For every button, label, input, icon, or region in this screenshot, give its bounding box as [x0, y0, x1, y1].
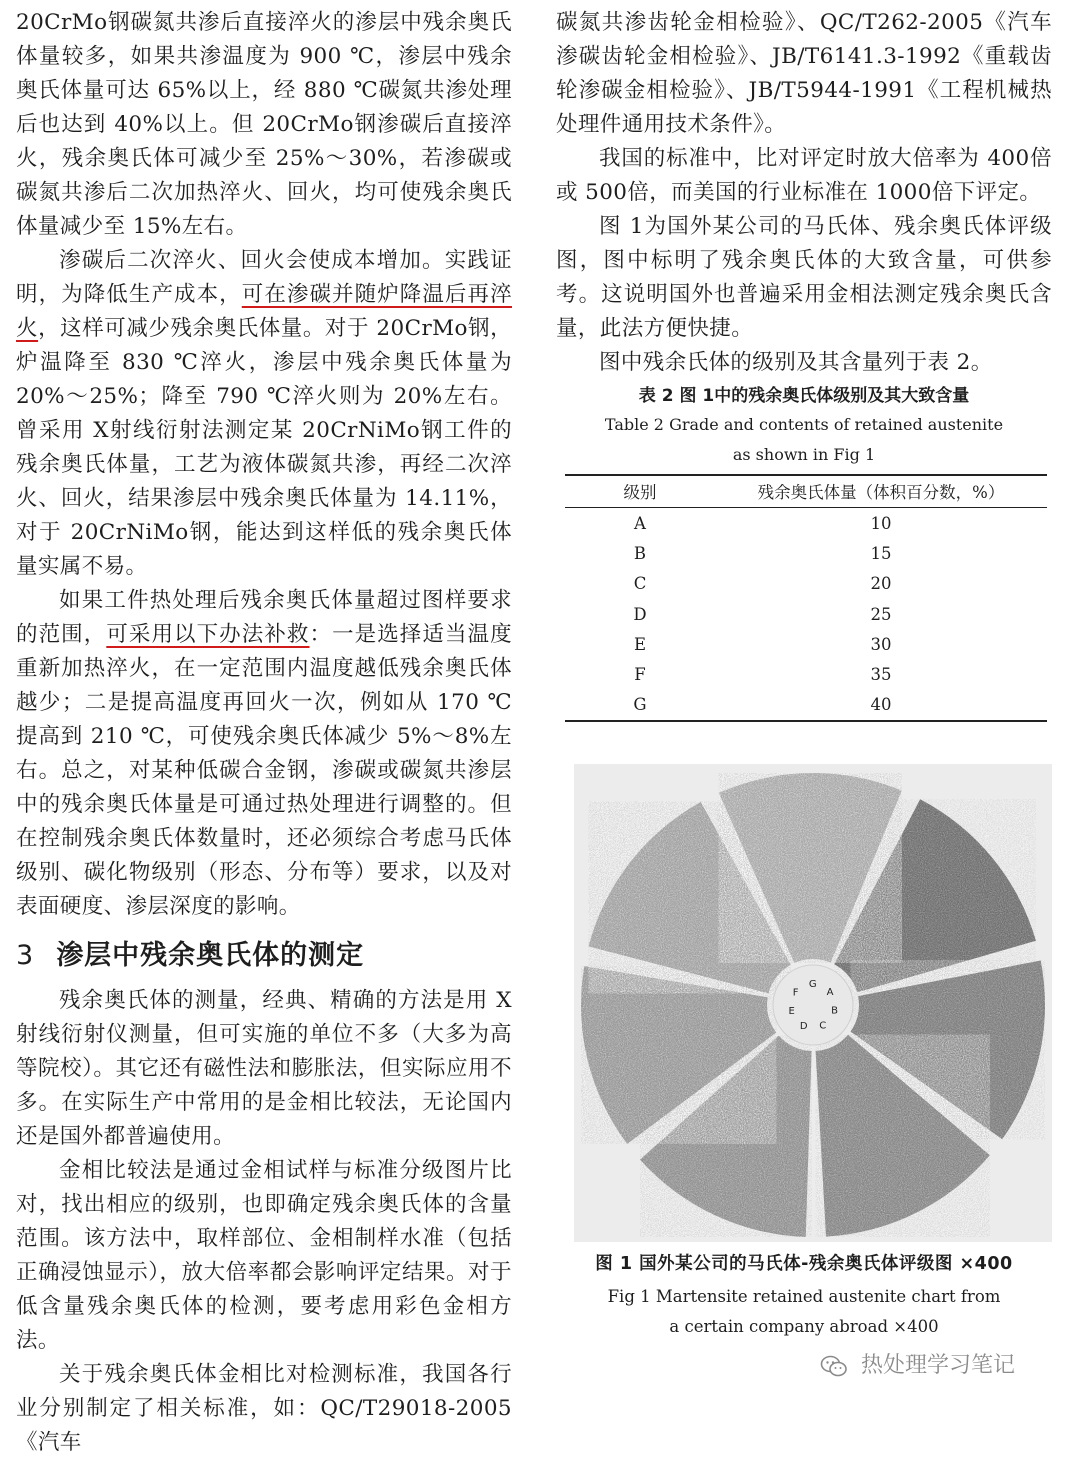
paragraph-right-4: 图中残余氏体的级别及其含量列于表 2。	[599, 350, 993, 375]
watermark	[820, 1348, 1015, 1379]
paragraph-left-3	[16, 584, 512, 924]
grade-cell: F	[634, 665, 646, 685]
grade-cell: A	[634, 513, 646, 533]
content-cell: 20	[870, 574, 892, 594]
paragraph-right-2: 我国的标准中，比对评定时放大倍率为 400倍或 500倍，而美国的行业标准在 1000倍下评定。	[556, 146, 1052, 205]
sector-label-c: C	[819, 1020, 827, 1032]
center-hub	[773, 965, 853, 1045]
table-row	[565, 690, 1047, 721]
paragraph-left-2	[16, 244, 512, 584]
paragraph-left-2-end: ，这样可减少残余奥氏体量。对于 20CrMo钢，炉温降至 830 ℃淬火，渗层中残余奥氏体量为 20%～25%；降至 790 ℃淬火则为 20%左右。曾采用 X射线衍射法测定某 20CrNiMo钢工件的残余奥氏体量，工艺为液体碳氮共渗，再经二次淬火、回火，结果渗层中残余奥氏体量为 14.11%，对于 20CrNiMo钢，能达到这样低的残余奥氏体量实属不易。	[16, 316, 513, 579]
wechat-icon	[820, 1354, 848, 1378]
table-row	[565, 599, 1047, 629]
sector-label-d: D	[799, 1020, 808, 1032]
paragraph-left-4: 残余奥氏体的测量，经典、精确的方法是用 X射线衍射仪测量，但可实施的单位不多（大多为高等院校）。其它还有磁性法和膨胀法，但实际应用不多。在实际生产中常用的是金相比较法，无论国内还是国外都普遍使用。	[16, 988, 512, 1149]
watermark-text: 热处理学习笔记	[861, 1353, 1016, 1378]
content-cell: 35	[870, 665, 892, 685]
figure-caption-en-line2: a certain company abroad ×400	[669, 1317, 939, 1336]
table-row	[565, 629, 1047, 659]
paragraph-left-6: 关于残余奥氏体金相比对检测标准，我国各行业分别制定了相关标准，如：QC/T29018-2005《汽车	[16, 1362, 512, 1455]
sector-label-a: A	[826, 987, 834, 999]
sector-label-e: E	[788, 1006, 795, 1018]
paragraph-left-5: 金相比较法是通过金相试样与标准分级图片比对，找出相应的级别，也即确定残余奥氏体的含量范围。该方法中，取样部位、金相制样水准（包括正确浸蚀显示），放大倍率都会影响评定结果。对于低含量残余奥氏体的检测，要考虑用彩色金相方法。	[16, 1158, 512, 1353]
content-cell: 25	[870, 604, 892, 624]
underlined-phrase-2: 可采用以下办法补救	[106, 622, 310, 647]
table-row	[565, 508, 1047, 539]
section-number: 3	[16, 940, 35, 971]
right-column	[556, 6, 1052, 722]
table-row	[565, 538, 1047, 568]
underlined-phrase-1: 可在渗碳并随炉降温后再淬火	[16, 282, 512, 341]
table-row	[565, 569, 1047, 599]
table-header-row	[565, 475, 1047, 508]
grade-cell: D	[633, 604, 647, 624]
grade-cell: E	[633, 634, 647, 654]
grade-cell: G	[565, 690, 715, 721]
table-header-grade: 级别	[565, 475, 715, 508]
paragraph-left-2-start: 渗碳后二次淬火、回火会使成本增加。实践证明，为降低生产成本，	[16, 248, 512, 307]
figure-caption-cn: 图 1 国外某公司的马氏体-残余奥氏体评级图 ×400	[595, 1254, 1013, 1274]
left-column	[16, 6, 512, 1460]
content-cell: 30	[870, 634, 892, 654]
grade-cell: B	[633, 543, 647, 563]
table-row	[565, 659, 1047, 689]
figure-caption-en-line1: Fig 1 Martensite retained austenite chart from	[607, 1287, 1001, 1306]
table-caption-en-line2: as shown in Fig 1	[732, 445, 876, 464]
grade-cell: C	[633, 574, 647, 594]
paragraph-left-3-end: ：一是选择适当温度重新加热淬火，在一定范围内温度越低残余奥氏体越少；二是提高温度再回火一次，例如从 170 ℃提高到 210 ℃，可使残余奥氏体减少 5%～8%左右。总之，对某种低碳合金钢，渗碳或碳氮共渗层中的残余奥氏体量是可通过热处理进行调整的。但在控制残余奥氏体数量时，还必须综合考虑马氏体级别、碳化物级别（形态、分布等）要求，以及对表面硬度、渗层深度的影响。	[16, 622, 512, 919]
content-cell: 15	[870, 543, 892, 563]
sector-label-g: G	[808, 979, 817, 991]
paragraph-left-1: 20CrMo钢碳氮共渗后直接淬火的渗层中残余奥氏体量较多，如果共渗温度为 900 ℃，渗层中残余奥氏体量可达 65%以上，经 880 ℃碳氮共渗处理后也达到 40%以上。但 20CrMo钢渗碳后直接淬火，残余奥氏体可减少至 25%～30%，若渗碳或碳氮共渗后二次加热淬火、回火，均可使残余奥氏体量减少至 15%左右。	[16, 10, 512, 239]
section-title: 渗层中残余奥氏体的测定	[56, 940, 365, 971]
content-cell: 10	[870, 513, 892, 533]
paragraph-right-1: 碳氮共渗齿轮金相检验》、QC/T262-2005《汽车渗碳齿轮金相检验》、JB/T6141.3-1992《重载齿轮渗碳金相检验》、JB/T5944-1991《工程机械热处理件通用技术条件》。	[556, 10, 1052, 137]
content-cell: 40	[715, 690, 1047, 721]
paragraph-left-3-start: 如果工件热处理后残余奥氏体量超过图样要求的范围，	[16, 588, 512, 647]
table-caption-en-line1: Table 2 Grade and contents of retained austenite	[604, 415, 1004, 434]
paragraph-right-3: 图 1为国外某公司的马氏体、残余奥氏体评级图，图中标明了残余奥氏体的大致含量，可供参考。这说明国外也普遍采用金相法测定残余奥氏含量，此法方便快捷。	[556, 214, 1052, 341]
rating-chart-figure	[574, 764, 1052, 1242]
table-caption-cn: 表 2 图 1中的残余奥氏体级别及其大致含量	[638, 386, 970, 406]
sector-label-b: B	[831, 1005, 838, 1017]
section-heading	[16, 934, 512, 978]
table-header-content: 残余奥氏体量（体积百分数，%）	[715, 475, 1047, 508]
grade-table	[565, 474, 1047, 722]
sector-label-f: F	[792, 987, 799, 999]
